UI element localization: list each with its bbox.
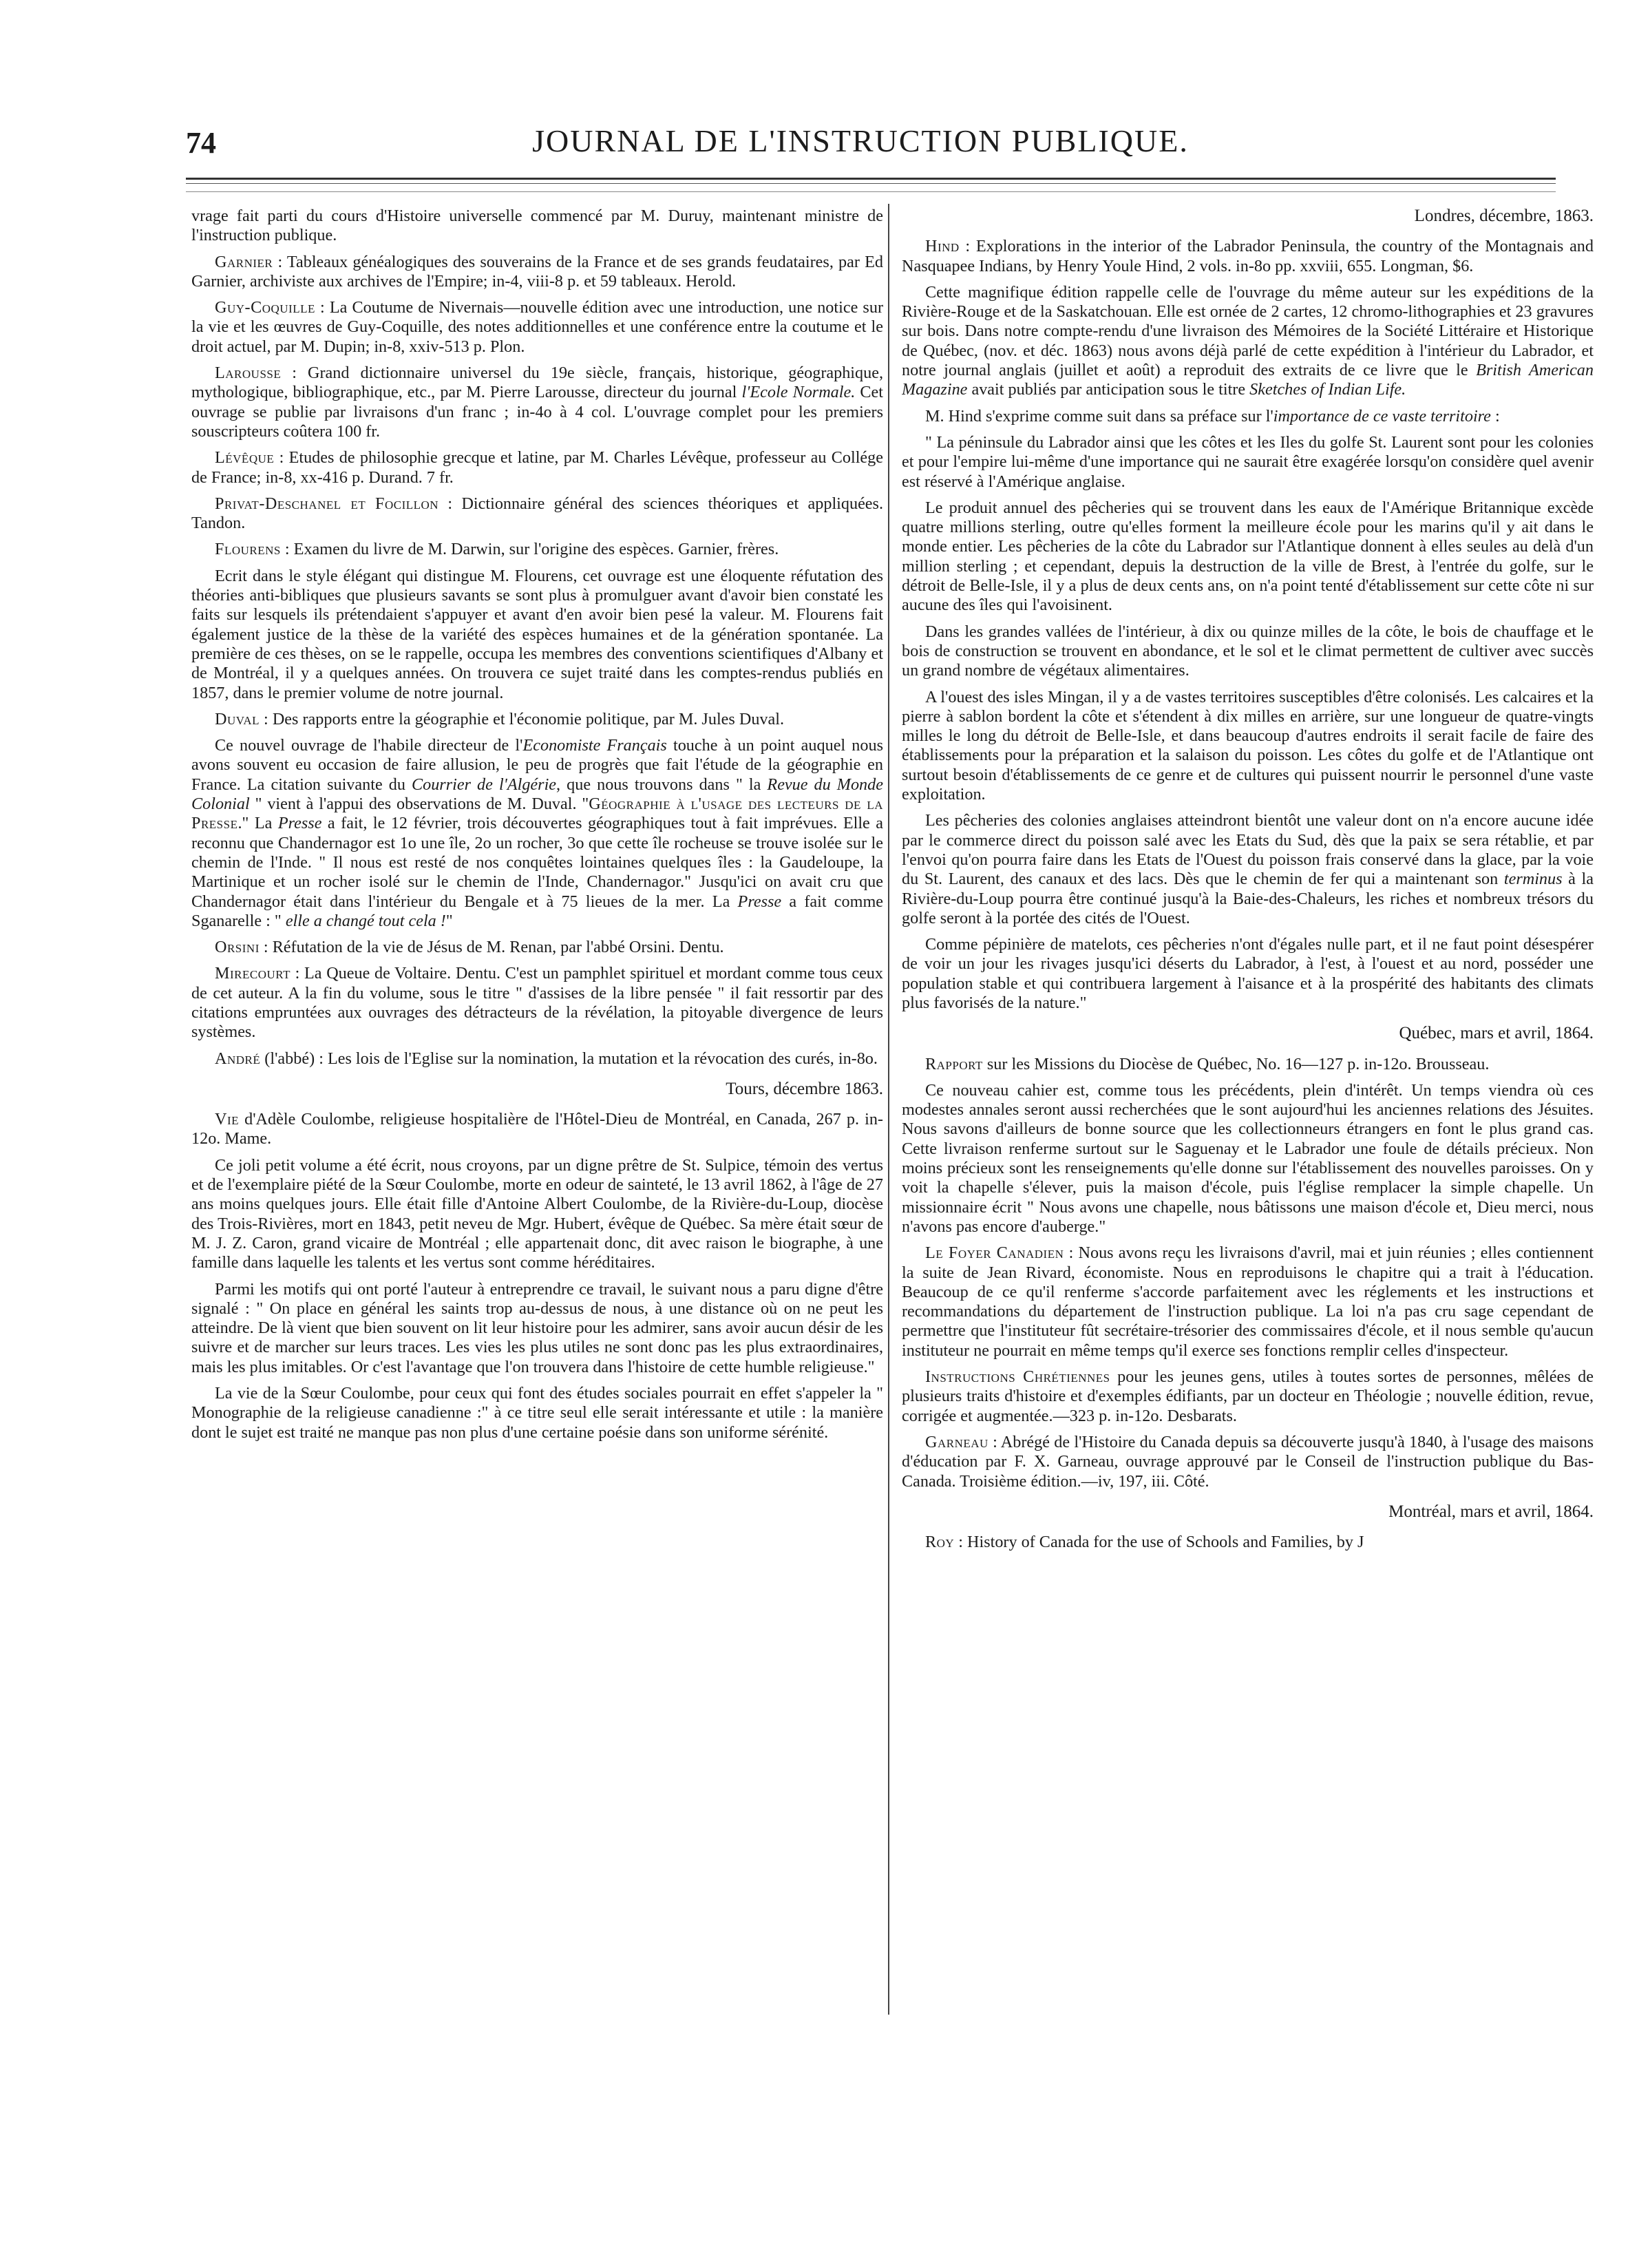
italic-run: elle a changé tout cela ! — [285, 911, 446, 930]
text-run: Ce nouvel ouvrage de l'habile directeur de l' — [215, 736, 523, 755]
entry-text: : La Queue de Voltaire. Dentu. C'est un pamphlet spirituel et mordant comme tous ceux de cet auteur. A la fin du volume, sous le titre " d'assises de la libre pensée " il fait ressortir par des citations empruntées aux ouvrages des détracteurs de la révélation, la pitoyable divergence de leurs systèmes. — [191, 964, 883, 1042]
entry-author: Larousse — [215, 364, 282, 383]
entry-author: Privat-Deschanel et Focillon — [215, 494, 439, 513]
bibliography-entry — [191, 253, 883, 292]
entry-text: : Tableaux généalogiques des souverains de la France et de ses grands feudataires, par Ed Garnier, archiviste aux archives de l'Empire; in-4, viii-8 p. et 59 tableaux. Herold. — [191, 252, 883, 291]
bibliography-entry — [902, 1243, 1594, 1361]
bibliography-entry — [191, 298, 883, 357]
paragraph: La vie de la Sœur Coulombe, pour ceux qui font des études sociales pourrait en effet s'appeler la " Monographie de la religieuse canadienne :" à ce titre seul elle serait intéressante et utile : la manière dont le sujet est traité ne manque pas non plus d'une certaine poésie dans son uniforme sérénité. — [191, 1384, 883, 1442]
entry-author: Vie — [215, 1110, 240, 1129]
italic-run: British American Magazine — [902, 361, 1594, 399]
text-run: à la Rivière-du-Loup pourra être continué jusqu'à la Baie-des-Chaleurs, les riches et nombreux trésors du golfe seront à la portée des cités de l'Ouest. — [902, 870, 1594, 927]
entry-text: : Abrégé de l'Histoire du Canada depuis sa découverte jusqu'à 1840, à l'usage des maisons d'éducation par F. X. Garneau, ouvrage approuvé par le Conseil de l'instruction publique du Bas-Canada. Troisième édition.—iv, 197, iii. Côté. — [902, 1432, 1594, 1491]
entry-text: sur les Missions du Diocèse de Québec, No. 16—127 p. in-12o. Brousseau. — [982, 1054, 1490, 1073]
italic-run: Presse — [277, 814, 322, 833]
dateline: Londres, décembre, 1863. — [1414, 207, 1594, 225]
text-run: ." La — [237, 814, 278, 833]
journal-title: JOURNAL DE L'INSTRUCTION PUBLIQUE. — [532, 123, 1189, 158]
bibliography-entry — [191, 964, 883, 1042]
paragraph — [902, 407, 1594, 426]
bibliography-entry — [902, 1055, 1594, 1074]
bibliography-entry — [902, 1433, 1594, 1491]
entry-author: André — [215, 1049, 261, 1068]
dateline: Montréal, mars et avril, 1864. — [1388, 1502, 1594, 1521]
italic-run: Sketches of Indian Life. — [1249, 380, 1406, 399]
entry-author: Le Foyer Canadien — [925, 1243, 1064, 1263]
entry-author: Guy-Coquille — [215, 298, 315, 317]
bibliography-entry — [191, 1049, 883, 1069]
entry-text: : Réfutation de la vie de Jésus de M. Renan, par l'abbé Orsini. Dentu. — [259, 938, 724, 957]
entry-text: : Etudes de philosophie grecque et latine, par M. Charles Lévêque, professeur au Collége de France; in-8, xx-416 p. Durand. 7 fr. — [191, 448, 883, 487]
smallcaps-run: Géographie à l'usage des lecteurs de la Presse — [191, 795, 883, 833]
entry-text: : Nous avons reçu les livraisons d'avril, mai et juin réunies ; elles contiennent la suite de Jean Rivard, économiste. Nous en reproduisons le chapitre qui a trait à l'éducation. Beaucoup de ce qu'il renferme s'accorde parfaitement avec les réglements et les instructions et recommandations du département de l'instruction publique. La loi n'a pas cru sage cependant de permettre que l'instituteur fût secrétaire-trésorier des commissaires d'école, et il nous semble qu'aucun instituteur ne pourrait en même temps qu'il exerce ses fonctions remplir celles d'inspecteur. — [902, 1243, 1594, 1360]
entry-author: Rapport — [925, 1054, 983, 1073]
bibliography-entry — [902, 1533, 1594, 1552]
header-rule-dotted — [186, 191, 1556, 192]
entry-author: Lévêque — [215, 448, 275, 468]
text-run: , que nous trouvons dans " la — [556, 775, 768, 794]
entry-author: Orsini — [215, 938, 260, 957]
entry-author: Roy — [925, 1533, 955, 1552]
entry-author: Mirecourt — [215, 964, 290, 983]
quote-paragraph: Comme pépinière de matelots, ces pêcheries n'ont d'égales nulle part, et il ne faut point désespérer de voir un jour les rivages jusqu'ici déserts du Labrador, à l'est, à l'ouest et au nord, posséder une population stable et qui contribuera largement à l'aisance et à la prospérité des habitants des climats plus favorisés de la nature." — [902, 935, 1594, 1012]
entry-italic: l'Ecole Normale. — [741, 383, 856, 402]
bibliography-entry — [902, 1367, 1594, 1426]
bibliography-entry — [191, 494, 883, 534]
text-run: a fait, le 12 février, trois découvertes géographiques tout à fait imprévues. Elle a reconnu que Chandernagor est 1o une île, 2o un rocher, 3o que cette île rocheuse se trouve isolée sur le chemin de l'Inde. " Il nous est resté de nos conquêtes lointaines quelques îles : la Gaudeloupe, la Martinique et un rocher isolé sur le chemin de l'Inde, Chandernagor." Jusqu'ici on avait cru que Chandernagor était dans l'intérieur du Bengale et à 75 lieues de la mer. La — [191, 814, 883, 911]
entry-text: : Des rapports entre la géographie et l'économie politique, par M. Jules Duval. — [260, 709, 785, 728]
column-divider — [888, 204, 889, 2015]
text-run: Les pêcheries des colonies anglaises atteindront bientôt une valeur dont on n'a encore aucune idée par le commerce direct du poisson salé avec les Etats du Sud, dès que la paix se sera rétablie, et par l'envoi qu'on pourra faire dans les Etats de l'Ouest du poisson frais conservé dans la glace, par la voie du St. Laurent, des canaux et des lacs. Dès que le chemin de fer qui a maintenant son — [902, 811, 1594, 889]
text-run: " vient à l'appui des observations de M. Duval. " — [249, 795, 589, 814]
entry-text: (l'abbé) : Les lois de l'Eglise sur la nomination, la mutation et la révocation des curés, in-8o. — [260, 1049, 878, 1068]
italic-run: Presse — [737, 892, 782, 911]
paragraph — [191, 736, 883, 931]
page-number: 74 — [186, 126, 216, 160]
quote-paragraph: A l'ouest des isles Mingan, il y a de vastes territoires susceptibles d'être colonisés. Les calcaires et la pierre à sablon bordent la côte et s'étendent à dix milles en arrière, sur une longueur de quatre-vingts milles le long du détroit de Belle-Isle, et dans beaucoup d'autres endroits il serait facile de faire des établissements pour la préparation et la salaison du poisson. Les côtes du golfe et de l'Atlantique ont surtout besoin d'établissements de ce genre et de cultures qui puissent nourrir le personnel d'une vaste exploitation. — [902, 687, 1594, 804]
page-header — [186, 110, 1535, 165]
entry-author: Duval — [215, 709, 260, 728]
bibliography-entry — [191, 448, 883, 487]
text-run: avait publiés par anticipation sous le titre — [967, 380, 1250, 399]
italic-run: Courrier de l'Algérie — [411, 775, 557, 794]
text-run: a fait comme Sganarelle : " — [191, 892, 883, 930]
paragraph: Ce nouveau cahier est, comme tous les précédents, plein d'intérêt. Un temps viendra où ces modestes annales seront aussi recherchées que le sont aujourd'hui les anciennes relations des Jésuites. Nous savons d'ailleurs de bonne source que les collectionneurs étrangers en font le plus grand cas. Cette livraison renferme surtout sur le Saguenay et le Labrador une foule de détails précieux. Non moins précieux sont les renseignements qu'elle donne sur l'établissement des nouvelles paroisses. On y voit la chapelle s'élever, puis la maison d'école, puis l'église remplacer la simple chapelle. Un missionnaire écrit " Nous avons une chapelle, nous bâtissons une maison d'école et, Dieu merci, nous n'avons pas encore d'auberge." — [902, 1080, 1594, 1236]
header-rule-thin — [186, 183, 1556, 184]
bibliography-entry — [191, 364, 883, 441]
entry-text: : History of Canada for the use of Schools and Families, by J — [954, 1533, 1364, 1552]
entry-author: Garnier — [215, 252, 273, 271]
quote-paragraph — [902, 811, 1594, 928]
italic-run: Revue du Monde Colonial — [191, 775, 883, 814]
bibliography-entry — [191, 938, 883, 957]
paragraph — [902, 283, 1594, 400]
entry-text: : Dictionnaire général des sciences théoriques et appliquées. Tandon. — [191, 494, 883, 533]
entry-author: Flourens — [215, 540, 281, 559]
bibliography-entry — [191, 710, 883, 729]
entry-text: : Grand dictionnaire universel du 19e siècle, français, historique, géographique, mythologique, bibliographique, etc., par M. Pierre Larousse, directeur du journal — [191, 364, 883, 402]
dateline: Québec, mars et avril, 1864. — [1399, 1024, 1594, 1043]
bibliography-entry — [191, 540, 883, 559]
entry-text: Cet ouvrage se publie par livraisons d'un franc ; in-4o à 4 col. L'ouvrage complet pour les premiers souscripteurs coûtera 100 fr. — [191, 383, 883, 441]
entry-text: pour les jeunes gens, utiles à toutes sortes de personnes, mêlées de plusieurs traits d'histoire et d'exemples édifiants, par un docteur en Théologie ; nouvelle édition, revue, corrigée et augmentée.—323 p. in-12o. Desbarats. — [902, 1367, 1594, 1425]
quote-paragraph: Le produit annuel des pêcheries qui se trouvent dans les eaux de l'Amérique Britannique excède quatre millions sterling, outre qu'elles forment la meilleure école pour les marins qu'il y ait dans le monde entier. Les pêcheries de la côte du Labrador sur l'Atlantique donnent à elles seules au delà d'un million sterling ; et cependant, depuis la destruction de la ville de Brest, à l'entrée du golfe, sur le détroit de Belle-Isle, il y a plus de deux cents ans, on n'a point tenté d'établissement sur cette côte ni sur aucune des îles qui l'avoisinent. — [902, 498, 1594, 615]
paragraph: Parmi les motifs qui ont porté l'auteur à entreprendre ce travail, le suivant nous a paru digne d'être signalé : " On place en général les saints trop au-dessus de nous, à une distance où on ne peut les atteindre. De là vient que bien souvent on lit leur histoire pour les admirer, sans avoir aucun désir de les suivre et de marcher sur leurs traces. Les vies les plus utiles ne sont donc pas les plus extraordinaires, mais les plus imitables. Or c'est l'avantage que l'on trouvera dans l'histoire de cette humble religieuse." — [191, 1279, 883, 1376]
quote-paragraph: " La péninsule du Labrador ainsi que les côtes et les Iles du golfe St. Laurent sont pour les colonies et pour l'empire lui-même d'une importance qui ne saurait être exagérée lorsqu'on considère quel avenir est réservé à l'Amérique anglaise. — [902, 432, 1594, 491]
text-run: M. Hind s'exprime comme suit dans sa préface sur l' — [925, 406, 1273, 426]
entry-author: Instructions Chrétiennes — [925, 1367, 1110, 1387]
bibliography-entry — [902, 237, 1594, 276]
paragraph: Ecrit dans le style élégant qui distingue M. Flourens, cet ouvrage est une éloquente réfutation des théories anti-bibliques que plusieurs savants se sont plus à promulguer avant d'avoir bien constaté les faits sur lesquels ils prétendaient s'appuyer et avant d'en avoir bien pesé la valeur. M. Flourens fait également justice de la thèse de la variété des espèces humaines et de la génération spontanée. La première de ces thèses, on se le rappelle, occupa les membres des conventions scientifiques d'Albany et de Montréal, il y a quelques années. On trouvera ce sujet traité dans les comptes-rendus publiés en 1857, dans le premier volume de notre journal. — [191, 566, 883, 702]
paragraph: Ce joli petit volume a été écrit, nous croyons, par un digne prêtre de St. Sulpice, témoin des vertus et de l'exemplaire piété de la Sœur Coulombe, morte en odeur de sainteté, le 13 avril 1862, à l'âge de 27 ans moins quelques jours. Elle était fille d'Antoine Albert Coulombe, de la Rivière-du-Loup, diocèse des Trois-Rivières, mort en 1843, petit neveu de Mgr. Hubert, évêque de Québec. Sa mère était sœur de M. J. Z. Caron, grand vicaire de Montréal ; elle appartenait donc, dit avec raison le biographe, à une famille dans laquelle les talents et les vertus sont comme héréditaires. — [191, 1155, 883, 1272]
dateline: Tours, décembre 1863. — [726, 1079, 883, 1098]
entry-text: d'Adèle Coulombe, religieuse hospitalière de l'Hôtel-Dieu de Montréal, en Canada, 267 p. in-12o. Mame. — [191, 1110, 883, 1148]
text-run: touche à un point auquel nous avons souvent eu occasion de faire allusion, le peu de progrès que fait l'étude de la géographie en France. La citation suivante du — [191, 736, 883, 794]
entry-text: : Examen du livre de M. Darwin, sur l'origine des espèces. Garnier, frères. — [280, 540, 779, 559]
text-run: : — [1490, 406, 1500, 426]
header-rule — [186, 178, 1556, 180]
text-run: Cette magnifique édition rappelle celle de l'ouvrage du même auteur sur les expéditions de la Rivière-Rouge et de la Saskatchouan. Elle est ornée de 2 cartes, 12 chromo-lithographies et 23 gravures sur bois. Dans notre compte-rendu d'une livraison des Mémoires de la Société Littéraire et Historique de Québec, (nov. et déc. 1863) nous avons déjà parlé de cette expédition à l'intérieur du Labrador, et notre journal anglais (juillet et août) a reproduit des extraits de ce livre que le — [902, 282, 1594, 380]
entry-author: Garneau — [925, 1432, 989, 1451]
right-column — [902, 207, 1594, 2079]
paragraph: vrage fait parti du cours d'Histoire universelle commencé par M. Duruy, maintenant ministre de l'instruction publique. — [191, 207, 883, 245]
italic-run: terminus — [1503, 870, 1563, 889]
italic-run: Economiste Français — [522, 736, 667, 755]
entry-text: : La Coutume de Nivernais—nouvelle édition avec une introduction, une notice sur la vie et les œuvres de Guy-Coquille, des notes additionnelles et une conférence entre la coutume et le droit actuel, par M. Dupin; in-8, xxiv-513 p. Plon. — [191, 298, 883, 356]
entry-text: : Explorations in the interior of the Labrador Peninsula, the country of the Montagnais and Nasquapee Indians, by Henry Youle Hind, 2 vols. in-8o pp. xxviii, 655. Longman, $6. — [902, 237, 1594, 275]
quote-paragraph: Dans les grandes vallées de l'intérieur, à dix ou quinze milles de la côte, le bois de chauffage et le bois de construction se trouvent en abondance, et le sol et le climat permettent de cultiver avec succès un grand nombre de végétaux alimentaires. — [902, 622, 1594, 680]
bibliography-entry — [191, 1110, 883, 1149]
left-column — [191, 207, 883, 2079]
text-run: " — [445, 911, 453, 930]
italic-run: importance de ce vaste territoire — [1273, 406, 1491, 426]
entry-author: Hind — [925, 237, 960, 256]
